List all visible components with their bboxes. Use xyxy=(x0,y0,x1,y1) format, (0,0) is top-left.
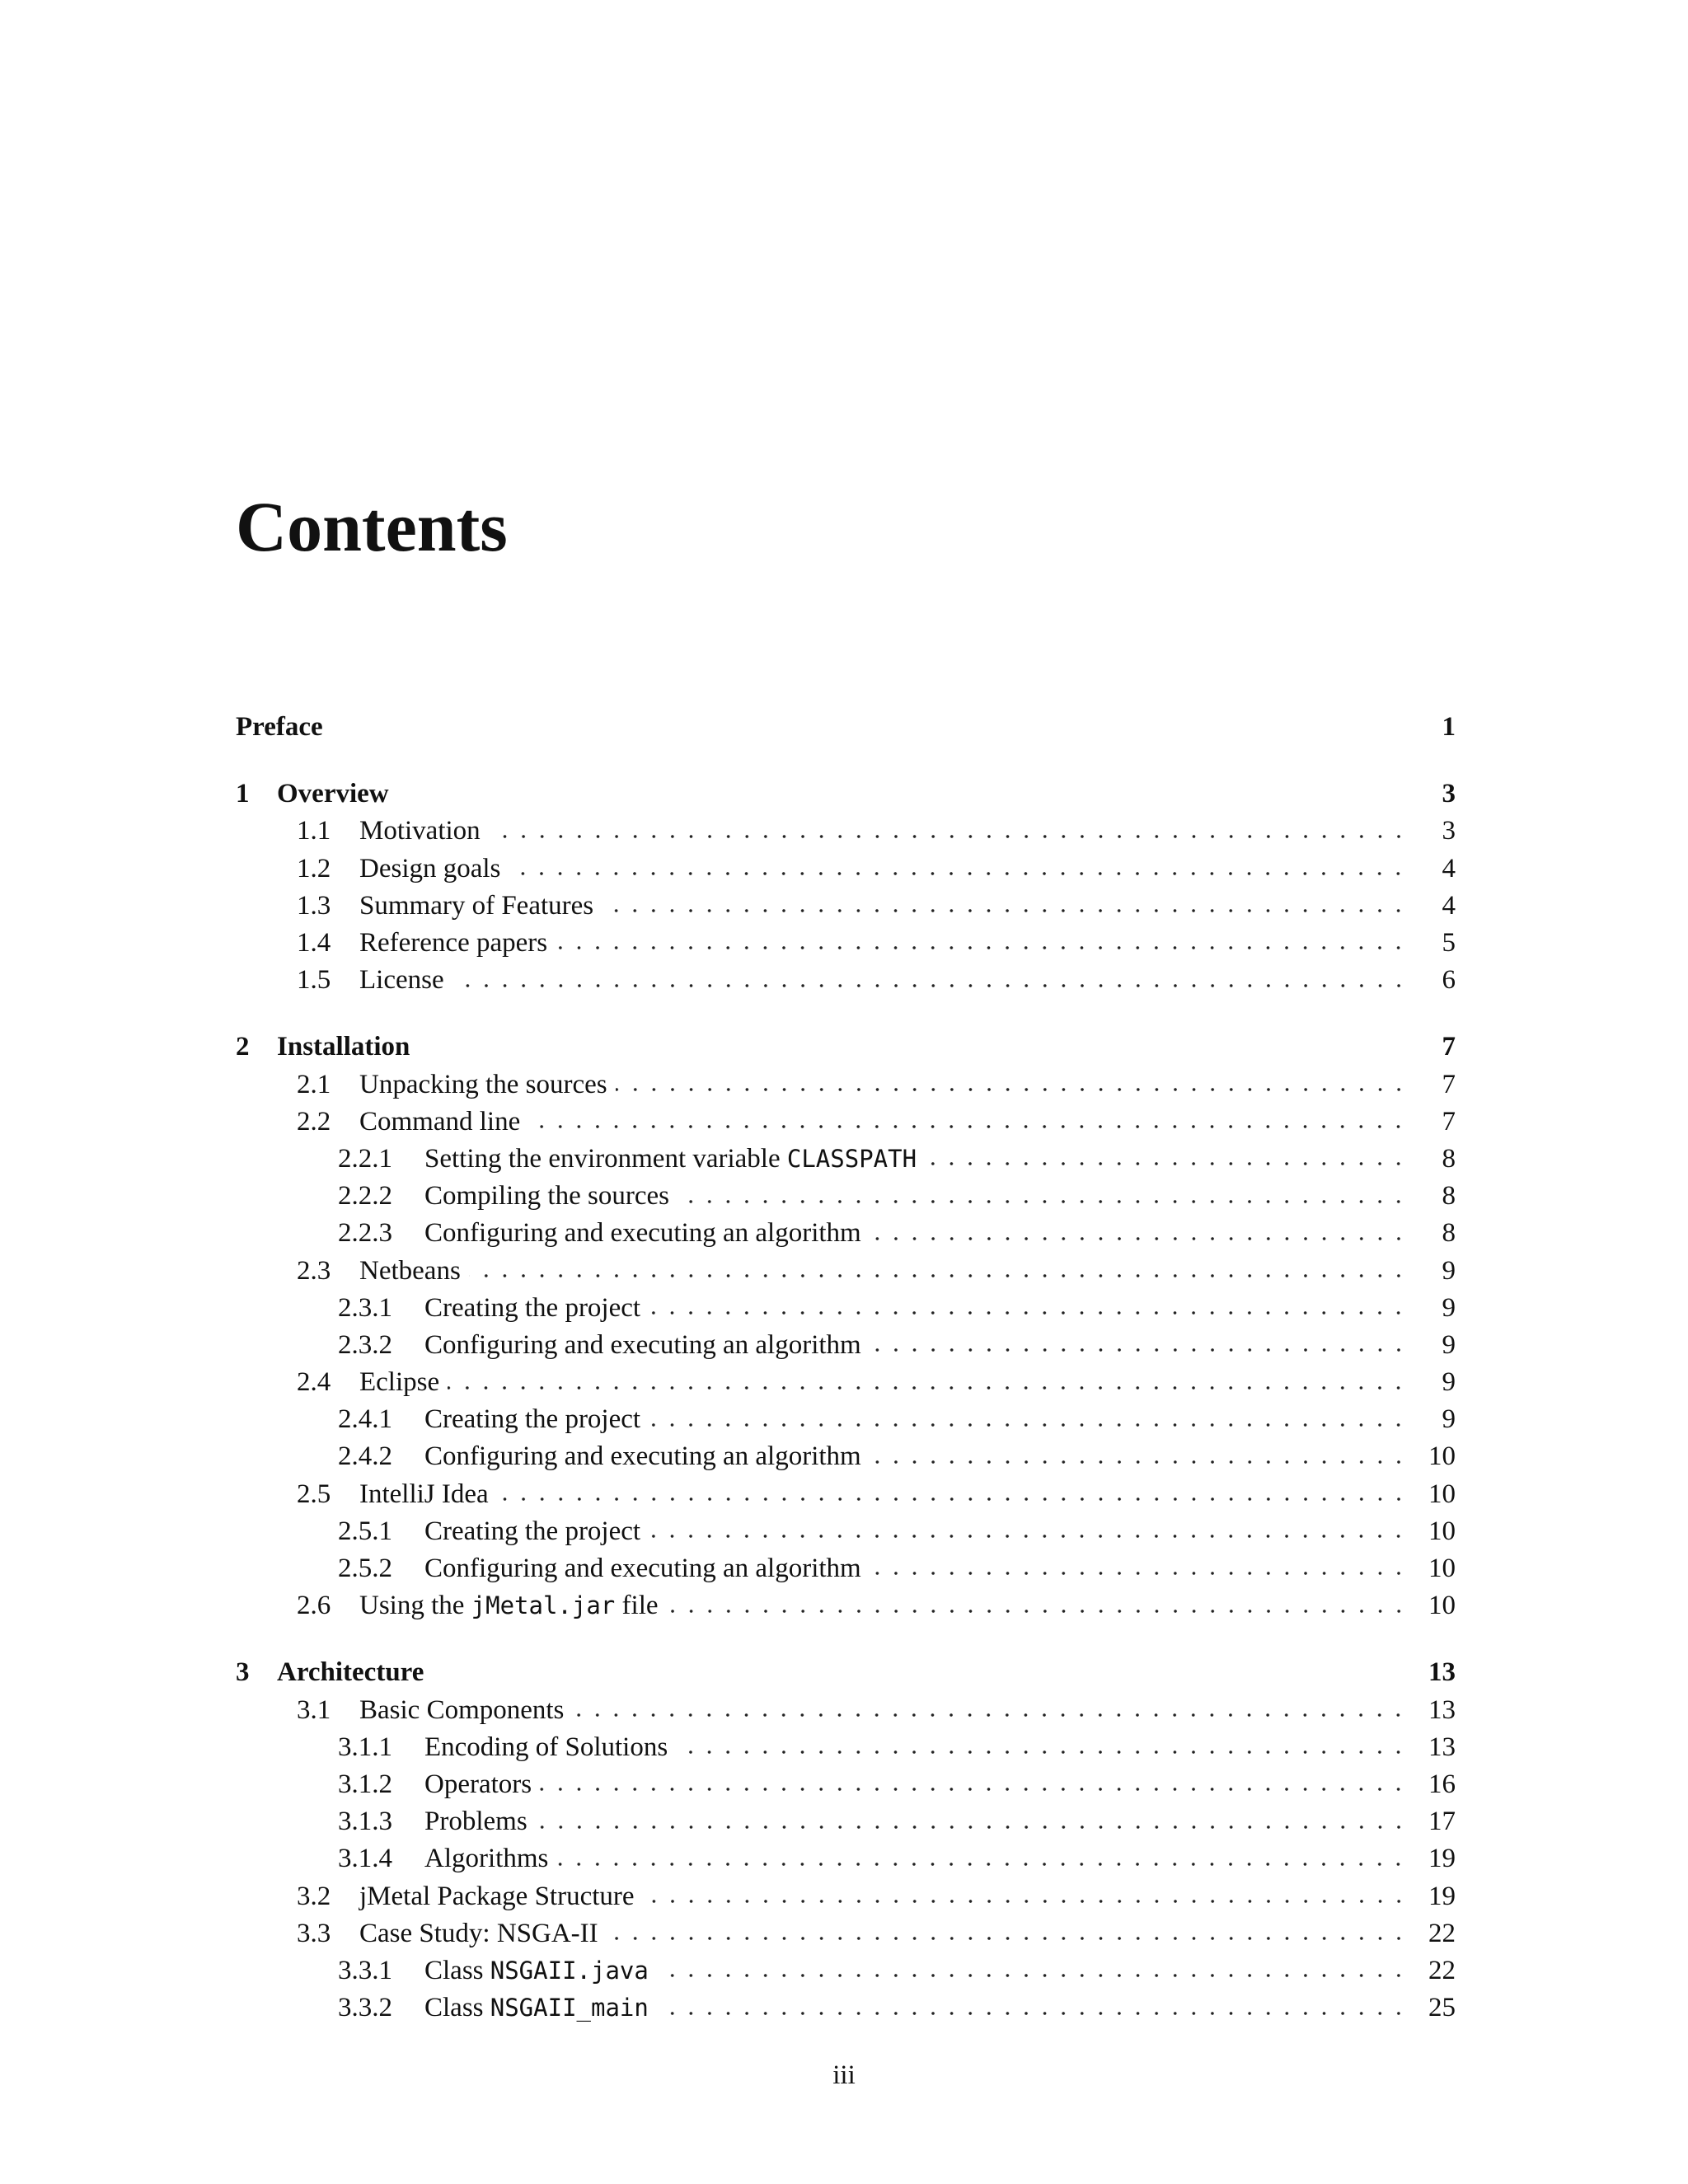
toc-entry-3-2[interactable] xyxy=(236,1877,1456,1915)
title-text: Class xyxy=(424,1955,484,1985)
toc-entry-title: Netbeans xyxy=(359,1255,461,1286)
toc-entry-title: Architecture xyxy=(277,1657,424,1688)
dot-leader xyxy=(607,1920,1408,1947)
toc-entry-title: Case Study: NSGA-II xyxy=(359,1918,598,1948)
toc-entry-number: 2.6 xyxy=(297,1591,331,1621)
title-text: Setting the environment variable xyxy=(424,1143,781,1174)
toc-page-number: 25 xyxy=(1428,1993,1456,2023)
dot-leader xyxy=(509,855,1408,883)
toc-entry-number: 3.3.1 xyxy=(338,1955,392,1985)
dot-leader xyxy=(602,893,1408,920)
toc-entry-number: 2.3.2 xyxy=(338,1329,392,1360)
toc-entry-title: Configuring and executing an algorithm xyxy=(424,1554,861,1584)
toc-entry-2-5-1[interactable] xyxy=(236,1513,1456,1550)
toc-page-number: 19 xyxy=(1428,1844,1456,1874)
toc-page-number: 7 xyxy=(1442,1069,1456,1099)
toc-page-number: 8 xyxy=(1442,1181,1456,1212)
toc-entry-title: Motivation xyxy=(359,816,481,846)
toc-entry-title: Command line xyxy=(359,1106,521,1137)
dot-leader xyxy=(616,1071,1408,1099)
toc-entry-number: 1.5 xyxy=(297,965,331,996)
toc-page-number: 7 xyxy=(1442,1032,1456,1062)
toc-entry-number: 1.4 xyxy=(297,928,331,958)
toc-page-number: 5 xyxy=(1442,928,1456,958)
code-text: jMetal.jar xyxy=(471,1591,616,1620)
toc-page-number: 10 xyxy=(1428,1554,1456,1584)
toc-page-number: 10 xyxy=(1428,1441,1456,1472)
title-text: Class xyxy=(424,1993,484,2023)
toc-page-number: 13 xyxy=(1428,1694,1456,1725)
dot-leader xyxy=(870,1555,1408,1582)
toc-entry-3-1[interactable] xyxy=(236,1692,1456,1729)
toc-entry-number: 2.2.3 xyxy=(338,1218,392,1249)
title-text: Using the xyxy=(359,1591,465,1621)
toc-entry-3-3-1[interactable] xyxy=(236,1952,1456,1990)
toc-entry-1-2[interactable] xyxy=(236,851,1456,888)
toc-entry-2-4-2[interactable] xyxy=(236,1438,1456,1475)
toc-page-number: 9 xyxy=(1442,1329,1456,1360)
toc-page-number: 9 xyxy=(1442,1367,1456,1398)
toc-page-number: 1 xyxy=(1442,712,1456,743)
toc-entry-title xyxy=(424,1144,917,1174)
toc-entry-title: Creating the project xyxy=(424,1516,641,1546)
toc-entry-number: 3.1.2 xyxy=(338,1769,392,1799)
toc-entry-number: 1 xyxy=(236,779,250,809)
dot-leader xyxy=(678,1183,1408,1210)
dot-leader xyxy=(489,818,1408,845)
toc-entry-title: Problems xyxy=(424,1807,528,1837)
toc-entry-number: 3.1 xyxy=(297,1694,331,1725)
toc-page-number: 17 xyxy=(1428,1807,1456,1837)
toc-entry-2-3[interactable] xyxy=(236,1252,1456,1289)
toc-entry-number: 3.3.2 xyxy=(338,1993,392,2023)
toc-entry-title xyxy=(424,1993,649,2023)
toc-page-number: 19 xyxy=(1428,1881,1456,1911)
toc-entry-title: License xyxy=(359,965,444,996)
dot-leader xyxy=(469,1258,1408,1285)
toc-entry-title xyxy=(424,1956,649,1986)
toc-page-number: 9 xyxy=(1442,1292,1456,1323)
toc-entry-number: 1.2 xyxy=(297,853,331,883)
toc-entry-2-4[interactable] xyxy=(236,1364,1456,1401)
dot-leader xyxy=(649,1406,1408,1433)
toc-page-number: 10 xyxy=(1428,1516,1456,1546)
toc-entry-2-6[interactable] xyxy=(236,1587,1456,1624)
dot-leader xyxy=(870,1332,1408,1359)
toc-entry-2-3-2[interactable] xyxy=(236,1327,1456,1364)
toc-entry-3-1-2[interactable] xyxy=(236,1766,1456,1803)
toc-entry-title: Configuring and executing an algorithm xyxy=(424,1441,861,1472)
toc-page-number: 13 xyxy=(1428,1657,1456,1688)
toc-entry-1-4[interactable] xyxy=(236,925,1456,962)
toc-page-number: 4 xyxy=(1442,890,1456,921)
toc-page-number: 10 xyxy=(1428,1591,1456,1621)
toc-entry-number: 2.2.2 xyxy=(338,1181,392,1212)
toc-chapter-preface[interactable] xyxy=(236,709,1456,746)
toc-entry-3-3-2[interactable] xyxy=(236,1990,1456,2027)
toc-entry-number: 2.5 xyxy=(297,1479,331,1509)
toc-entry-1-5[interactable] xyxy=(236,962,1456,999)
toc-page-number: 22 xyxy=(1428,1955,1456,1985)
toc-page-number: 9 xyxy=(1442,1255,1456,1286)
toc-chapter-3[interactable] xyxy=(236,1654,1456,1691)
code-text: NSGAII.java xyxy=(490,1956,649,1985)
dot-leader xyxy=(528,1108,1408,1136)
toc-entry-title: Encoding of Solutions xyxy=(424,1732,668,1762)
toc-entry-number: 2.1 xyxy=(297,1069,331,1099)
toc-entry-title: Creating the project xyxy=(424,1404,641,1435)
toc-entry-title: Preface xyxy=(236,712,323,743)
toc-entry-title xyxy=(359,1591,659,1621)
dot-leader xyxy=(870,1443,1408,1470)
toc-page-number: 22 xyxy=(1428,1918,1456,1948)
toc-entry-title: Creating the project xyxy=(424,1292,641,1323)
toc-entry-2-2[interactable] xyxy=(236,1104,1456,1141)
toc-entry-2-1[interactable] xyxy=(236,1066,1456,1104)
toc-entry-2-5[interactable] xyxy=(236,1476,1456,1513)
dot-leader xyxy=(452,967,1408,994)
dot-leader xyxy=(556,930,1408,957)
toc-entry-1-1[interactable] xyxy=(236,813,1456,850)
toc-entry-number: 2.4 xyxy=(297,1367,331,1398)
toc-entry-title: Configuring and executing an algorithm xyxy=(424,1218,861,1249)
toc-entry-title: Installation xyxy=(277,1032,410,1062)
toc-entry-3-1-3[interactable] xyxy=(236,1803,1456,1840)
dot-leader xyxy=(649,1295,1408,1322)
toc-page-number: 16 xyxy=(1428,1769,1456,1799)
toc-entry-title: Basic Components xyxy=(359,1694,565,1725)
dot-leader xyxy=(870,1220,1408,1247)
toc-entry-number: 3 xyxy=(236,1657,250,1688)
page-title: Contents xyxy=(236,487,508,566)
toc-page-number: 10 xyxy=(1428,1479,1456,1509)
toc-entry-title: Reference papers xyxy=(359,928,548,958)
toc-entry-title: Overview xyxy=(277,779,389,809)
toc-entry-2-4-1[interactable] xyxy=(236,1401,1456,1438)
toc-entry-title: Algorithms xyxy=(424,1844,549,1874)
toc-entry-1-3[interactable] xyxy=(236,888,1456,925)
toc-page-number: 3 xyxy=(1442,779,1456,809)
toc-entry-3-3[interactable] xyxy=(236,1915,1456,1952)
code-text: NSGAII_main xyxy=(490,1994,649,2022)
toc-page-number: 8 xyxy=(1442,1218,1456,1249)
toc-chapter-2[interactable] xyxy=(236,1029,1456,1066)
toc-entry-number: 3.3 xyxy=(297,1918,331,1948)
toc-page-number: 7 xyxy=(1442,1106,1456,1137)
toc-entry-3-1-1[interactable] xyxy=(236,1729,1456,1766)
toc-entry-title: Design goals xyxy=(359,853,501,883)
toc-entry-number: 1.1 xyxy=(297,816,331,846)
toc-entry-number: 2 xyxy=(236,1032,250,1062)
dot-leader xyxy=(448,1369,1408,1396)
dot-leader xyxy=(497,1481,1408,1508)
code-text: CLASSPATH xyxy=(786,1144,917,1173)
toc-entry-2-2-2[interactable] xyxy=(236,1178,1456,1215)
toc-entry-number: 3.1.3 xyxy=(338,1807,392,1837)
dot-leader xyxy=(536,1808,1408,1835)
dot-leader xyxy=(572,1697,1408,1724)
toc-entry-title: Eclipse xyxy=(359,1367,440,1398)
dot-leader xyxy=(643,1883,1408,1910)
toc-entry-number: 2.2.1 xyxy=(338,1143,392,1174)
toc-entry-number: 3.2 xyxy=(297,1881,331,1911)
toc-entry-number: 3.1.4 xyxy=(338,1844,392,1874)
toc-entry-2-2-1[interactable] xyxy=(236,1141,1456,1178)
dot-leader xyxy=(649,1518,1408,1545)
toc-page-number: 13 xyxy=(1428,1732,1456,1762)
toc-page-number: 6 xyxy=(1442,965,1456,996)
toc-entry-title: jMetal Package Structure xyxy=(359,1881,635,1911)
dot-leader xyxy=(925,1146,1408,1173)
toc-entry-number: 2.3 xyxy=(297,1255,331,1286)
dot-leader xyxy=(667,1592,1408,1619)
table-of-contents xyxy=(236,709,1456,2027)
toc-entry-number: 1.3 xyxy=(297,890,331,921)
toc-page-number: 8 xyxy=(1442,1143,1456,1174)
dot-leader xyxy=(657,1957,1408,1985)
toc-entry-2-3-1[interactable] xyxy=(236,1290,1456,1327)
toc-entry-2-5-2[interactable] xyxy=(236,1550,1456,1587)
toc-entry-number: 2.3.1 xyxy=(338,1292,392,1323)
toc-entry-number: 2.5.1 xyxy=(338,1516,392,1546)
toc-page-number: 3 xyxy=(1442,816,1456,846)
toc-entry-title: Configuring and executing an algorithm xyxy=(424,1329,861,1360)
page-number: iii xyxy=(832,2060,856,2090)
toc-entry-3-1-4[interactable] xyxy=(236,1840,1456,1877)
toc-entry-title: IntelliJ Idea xyxy=(359,1479,489,1509)
dot-leader xyxy=(676,1734,1408,1761)
toc-page-number: 4 xyxy=(1442,853,1456,883)
dot-leader xyxy=(556,1845,1408,1872)
dot-leader xyxy=(540,1771,1408,1798)
toc-entry-2-2-3[interactable] xyxy=(236,1215,1456,1252)
dot-leader xyxy=(657,1994,1408,2022)
toc-entry-title: Operators xyxy=(424,1769,532,1799)
toc-entry-title: Unpacking the sources xyxy=(359,1069,607,1099)
toc-entry-number: 2.5.2 xyxy=(338,1554,392,1584)
title-text: file xyxy=(621,1591,659,1621)
toc-entry-number: 3.1.1 xyxy=(338,1732,392,1762)
toc-entry-number: 2.2 xyxy=(297,1106,331,1137)
toc-entry-number: 2.4.1 xyxy=(338,1404,392,1435)
toc-entry-number: 2.4.2 xyxy=(338,1441,392,1472)
toc-entry-title: Summary of Features xyxy=(359,890,594,921)
toc-chapter-1[interactable] xyxy=(236,776,1456,813)
toc-entry-title: Compiling the sources xyxy=(424,1181,669,1212)
toc-page-number: 9 xyxy=(1442,1404,1456,1435)
